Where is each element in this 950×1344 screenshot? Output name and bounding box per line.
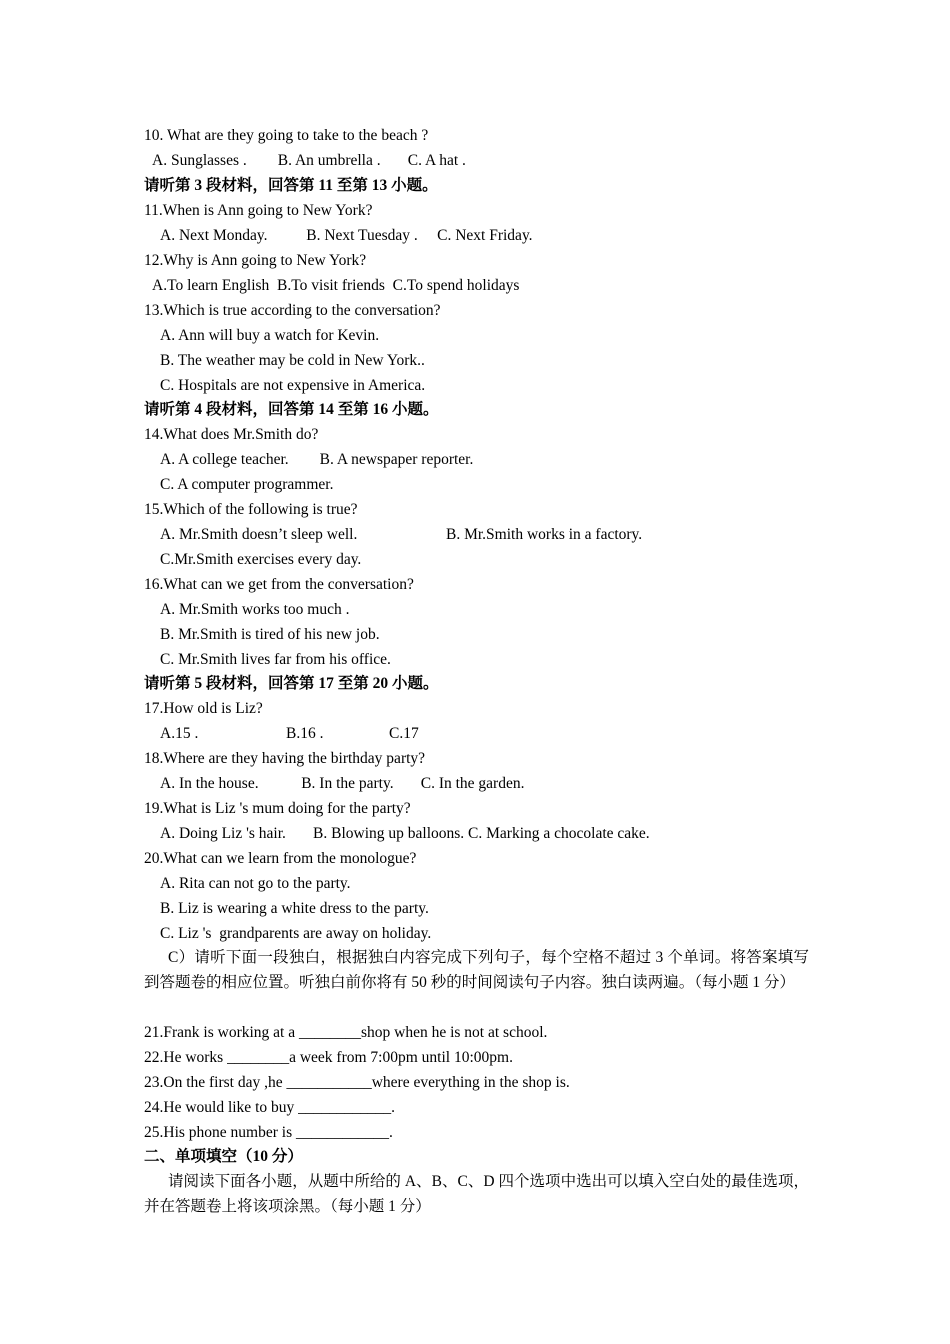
question-25: 25.His phone number is ____________. xyxy=(144,1124,393,1141)
question-21: 21.Frank is working at a ________shop when he is not at school. xyxy=(144,1024,548,1041)
part-2-instruction: 请阅读下面各小题，从题中所给的 A、B、C、D 四个选项中选出可以填入空白处的最佳选项，并在答题卷上将该项涂黑。（每小题 1 分） xyxy=(144,1173,809,1215)
question-17-option-a: A.15 . xyxy=(160,725,199,742)
question-12: 12.Why is Ann going to New York? xyxy=(144,252,367,269)
question-16-option-b: B. Mr.Smith is tired of his new job. xyxy=(160,626,380,643)
question-19-options: A. Doing Liz 's hair. B. Blowing up balloons. C. Marking a chocolate cake. xyxy=(160,825,650,842)
question-19: 19.What is Liz 's mum doing for the party? xyxy=(144,800,411,817)
question-16-option-a: A. Mr.Smith works too much . xyxy=(160,601,350,618)
section-3-instruction: 请听第 3 段材料，回答第 11 至第 13 小题。 xyxy=(144,177,438,194)
question-20-option-b: B. Liz is wearing a white dress to the party. xyxy=(160,900,429,917)
question-11-options: A. Next Monday. B. Next Tuesday . C. Next Friday. xyxy=(160,227,533,244)
question-13-option-b: B. The weather may be cold in New York.. xyxy=(160,352,425,369)
question-20-option-c: C. Liz 's grandparents are away on holiday. xyxy=(160,925,432,942)
question-24: 24.He would like to buy ____________. xyxy=(144,1099,395,1116)
question-12-options: A.To learn English B.To visit friends C.To spend holidays xyxy=(152,277,520,294)
question-11: 11.When is Ann going to New York? xyxy=(144,202,373,219)
question-23: 23.On the first day ,he ___________where everything in the shop is. xyxy=(144,1074,570,1091)
question-18: 18.Where are they having the birthday party? xyxy=(144,750,426,767)
section-5-instruction: 请听第 5 段材料，回答第 17 至第 20 小题。 xyxy=(144,675,439,692)
question-15-option-a: A. Mr.Smith doesn’t sleep well. xyxy=(160,526,358,543)
question-16: 16.What can we get from the conversation? xyxy=(144,576,414,593)
question-22: 22.He works ________a week from 7:00pm until 10:00pm. xyxy=(144,1049,513,1066)
question-17-option-b: B.16 . xyxy=(286,725,324,742)
question-17-option-c: C.17 xyxy=(389,725,419,742)
question-16-option-c: C. Mr.Smith lives far from his office. xyxy=(160,651,391,668)
question-14-option-c: C. A computer programmer. xyxy=(160,476,334,493)
question-15: 15.Which of the following is true? xyxy=(144,501,358,518)
part-2-heading: 二、单项填空（10 分） xyxy=(144,1148,303,1165)
question-20: 20.What can we learn from the monologue? xyxy=(144,850,417,867)
section-4-instruction: 请听第 4 段材料，回答第 14 至第 16 小题。 xyxy=(144,401,439,418)
section-c-instruction: C）请听下面一段独白，根据独白内容完成下列句子，每个空格不超过 3 个单词。将答案填写到答题卷的相应位置。听独白前你将有 50 秒的时间阅读句子内容。独白读两遍。（每小题 1 分） xyxy=(144,949,809,991)
question-20-option-a: A. Rita can not go to the party. xyxy=(160,875,351,892)
question-14: 14.What does Mr.Smith do? xyxy=(144,426,319,443)
question-13-option-c: C. Hospitals are not expensive in America. xyxy=(160,377,426,394)
question-10: 10. What are they going to take to the beach ? xyxy=(144,127,429,144)
question-15-option-b: B. Mr.Smith works in a factory. xyxy=(446,526,643,543)
question-13: 13.Which is true according to the conversation? xyxy=(144,302,441,319)
question-13-option-a: A. Ann will buy a watch for Kevin. xyxy=(160,327,380,344)
question-15-option-c: C.Mr.Smith exercises every day. xyxy=(160,551,362,568)
question-10-options: A. Sunglasses . B. An umbrella . C. A hat . xyxy=(152,152,466,169)
question-14-options-ab: A. A college teacher. B. A newspaper reporter. xyxy=(160,451,474,468)
question-18-options: A. In the house. B. In the party. C. In the garden. xyxy=(160,775,525,792)
question-17: 17.How old is Liz? xyxy=(144,700,263,717)
